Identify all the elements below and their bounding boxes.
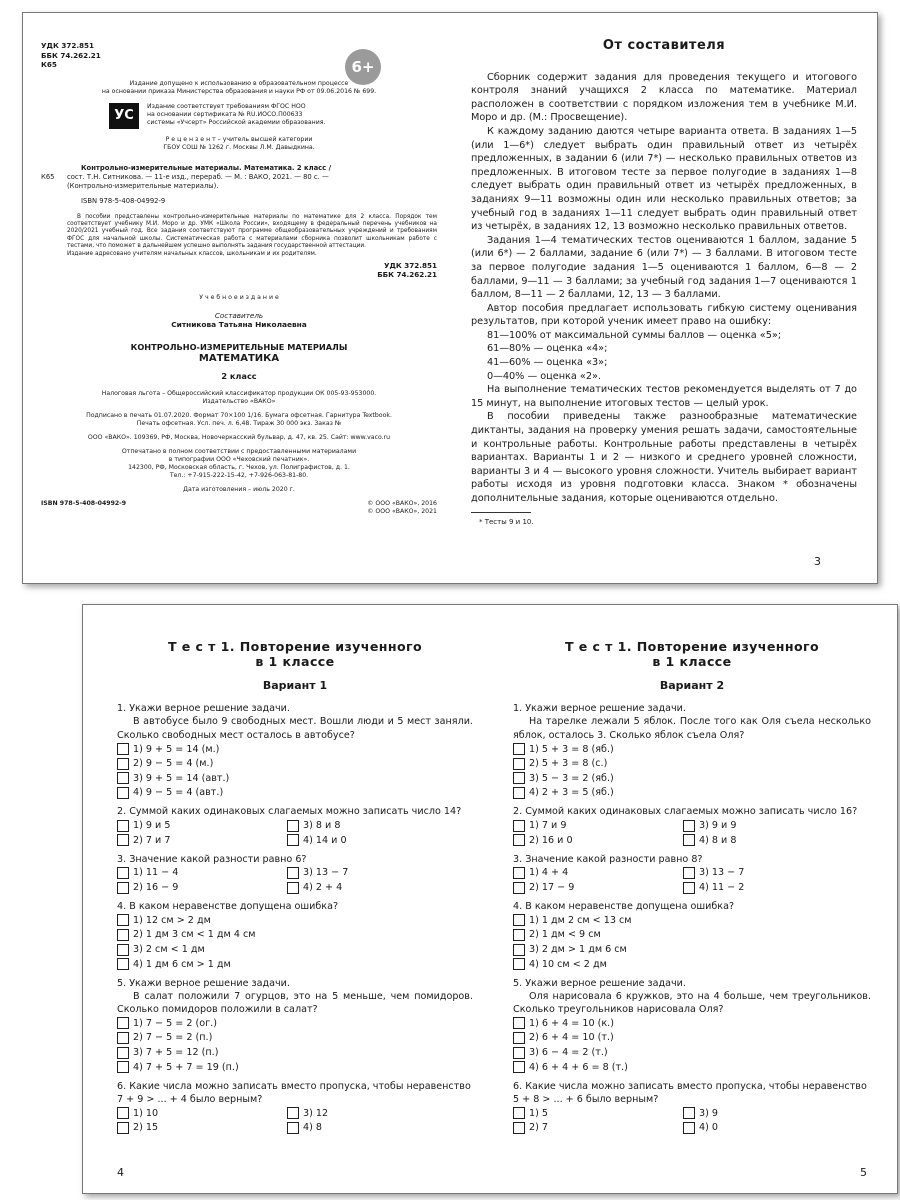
answer-option[interactable]: 1) 7 и 9	[513, 818, 683, 833]
checkbox[interactable]	[117, 882, 129, 894]
compiler-name: Ситникова Татьяна Николаевна	[171, 319, 307, 329]
checkbox[interactable]	[117, 1061, 129, 1073]
preface-paragraph: В пособии приведены также разнообразные математические диктанты, задания на проверку умения решать задачи, самостоятельные и контрольные работы. Контрольные работы представлены в четырёх вариантах. Варианты 1 и 2 — низкого и среднего уровней сложности, варианты 3 и 4 — высокого уровня сложности. Учитель выбирает вариант работы исходя из уровня подготовки класса. Знаком * обозначены дополнительные задания, которые оцениваются отдельно.	[471, 411, 857, 504]
checkbox[interactable]	[117, 958, 129, 970]
test-subtitle: в 1 классе	[652, 654, 732, 669]
preface-paragraph: Сборник содержит задания для проведения текущего и итогового контроля знаний учащихся 2 класса по математике. Материал расположен в соответствии с порядком изложения тем в учебнике М.И. Моро и др. (М.: Просвещение).	[471, 71, 857, 124]
answer-option[interactable]: 3) 9 и 9	[683, 818, 853, 833]
checkbox[interactable]	[513, 914, 525, 926]
checkbox[interactable]	[117, 1107, 129, 1119]
checkbox[interactable]	[117, 820, 129, 832]
checkbox[interactable]	[117, 867, 129, 879]
book-title-line1: КОНТРОЛЬНО-ИЗМЕРИТЕЛЬНЫЕ МАТЕРИАЛЫ	[130, 341, 348, 352]
preface-title: От составителя	[602, 38, 726, 53]
preface-paragraph: На выполнение тематических тестов рекомендуется выделять от 7 до 15 минут, на выполнение итоговых тестов — целый урок.	[471, 384, 857, 409]
page-5-test-variant-2	[491, 605, 899, 1193]
test-title: Т е с т 1. Повторение изученного	[564, 639, 820, 654]
checkbox[interactable]	[513, 820, 525, 832]
answer-option[interactable]: 4) 14 и 0	[287, 833, 457, 848]
answer-option[interactable]: 3) 2 см < 1 дм	[117, 942, 473, 957]
answer-option[interactable]: 1) 5 + 3 = 8 (яб.)	[513, 742, 871, 757]
answer-option[interactable]: 4) 2 + 4	[287, 880, 457, 895]
answer-option[interactable]: 3) 9 + 5 = 14 (авт.)	[117, 771, 473, 786]
page-4-test-variant-1	[83, 605, 491, 1193]
isbn-copyright-row	[41, 500, 437, 516]
grade-scale-item: 0—40% — оценка «2».	[487, 370, 602, 382]
checkbox[interactable]	[683, 834, 695, 846]
top-spread	[22, 12, 878, 584]
answer-option[interactable]: 1) 9 и 5	[117, 818, 287, 833]
bbk-repeat: ББК 74.262.21	[377, 270, 437, 280]
bibliographic-record: К65 Контрольно-измерительные материалы. Математика. 2 класс / сост. Т.Н. Ситникова. — 11-е изд., перераб. — М. : ВАКО, 2021. — 80 с. — (Контрольно-измерительные материалы). ISBN 978-5-408-04992-9	[41, 164, 437, 206]
checkbox[interactable]	[117, 914, 129, 926]
isbn: ISBN 978-5-408-04992-9	[81, 196, 166, 205]
copyright: © ООО «ВАКО», 2016 © ООО «ВАКО», 2021	[367, 499, 437, 515]
answer-option[interactable]: 3) 12	[287, 1106, 457, 1121]
answer-option[interactable]: 2) 7 − 5 = 2 (п.)	[117, 1031, 473, 1046]
edition-type: У ч е б н о е и з д а н и е	[199, 293, 279, 301]
checkbox[interactable]	[513, 944, 525, 956]
checkbox[interactable]	[287, 1107, 299, 1119]
answer-option[interactable]: 2) 6 + 4 = 10 (т.)	[513, 1031, 871, 1046]
checkbox[interactable]	[117, 1122, 129, 1134]
answer-option[interactable]: 4) 1 дм 6 см > 1 дм	[117, 957, 473, 972]
question-2	[513, 805, 871, 847]
answer-option[interactable]: 4) 6 + 4 + 6 = 8 (т.)	[513, 1060, 871, 1075]
checkbox[interactable]	[513, 1061, 525, 1073]
udk-code: УДК 372.851	[41, 41, 95, 50]
answer-option[interactable]: 4) 8 и 8	[683, 833, 853, 848]
answer-option[interactable]: 1) 10	[117, 1106, 287, 1121]
checkbox[interactable]	[513, 1107, 525, 1119]
manufacture-date: Дата изготовления – июль 2020 г.	[183, 485, 295, 493]
answer-option[interactable]: 2) 1 дм < 9 см	[513, 928, 871, 943]
question-text: В салат положили 7 огурцов, это на 5 меньше, чем помидоров. Сколько помидоров положили в салат?	[117, 990, 473, 1015]
checkbox[interactable]	[513, 867, 525, 879]
answer-option[interactable]: 4) 9 − 5 = 4 (авт.)	[117, 786, 473, 801]
answer-option[interactable]: 4) 2 + 3 = 5 (яб.)	[513, 786, 871, 801]
question-3	[513, 853, 871, 895]
answer-option[interactable]: 2) 17 − 9	[513, 880, 683, 895]
answer-option[interactable]: 2) 7 и 7	[117, 833, 287, 848]
checkbox[interactable]	[513, 1122, 525, 1134]
question-heading: 6. Какие числа можно записать вместо пропуска, чтобы неравенство 5 + 8 > ... + 6 было верным?	[513, 1080, 867, 1105]
question-6	[513, 1080, 871, 1136]
grade-scale-item: 61—80% — оценка «4»;	[487, 343, 608, 355]
checkbox[interactable]	[287, 882, 299, 894]
audience: Издание адресовано учителям начальных классов, школьникам и их родителям.	[67, 250, 317, 257]
answer-option[interactable]: 1) 1 дм 2 см < 13 см	[513, 913, 871, 928]
checkbox[interactable]	[683, 820, 695, 832]
answer-option[interactable]: 4) 0	[683, 1121, 853, 1136]
checkbox[interactable]	[287, 1122, 299, 1134]
question-heading: 2. Суммой каких одинаковых слагаемых можно записать число 14?	[117, 806, 462, 818]
answer-option[interactable]: 4) 10 см < 2 дм	[513, 957, 871, 972]
question-heading: 1. Укажи верное решение задачи.	[513, 703, 686, 715]
print-info: Подписано в печать 01.07.2020. Формат 70×100 1/16. Бумага офсетная. Гарнитура Textbook. Печать офсетная. Усл. печ. л. 6,48. Тираж 30 000 экз. Заказ №	[86, 411, 392, 427]
test-subtitle: в 1 классе	[255, 654, 335, 669]
checkbox[interactable]	[117, 1047, 129, 1059]
question-5	[117, 977, 473, 1075]
question-heading: 5. Укажи верное решение задачи.	[117, 977, 290, 989]
test-title: Т е с т 1. Повторение изученного	[167, 639, 423, 654]
tax-info: Налоговая льгота – Общероссийский классификатор продукции ОК 005-93-953000. Издательство «ВАКО»	[101, 389, 377, 405]
answer-option[interactable]: 1) 5	[513, 1106, 683, 1121]
answer-option[interactable]: 4) 7 + 5 + 7 = 19 (п.)	[117, 1060, 473, 1075]
answer-option[interactable]: 1) 4 + 4	[513, 866, 683, 881]
question-text: В автобусе было 9 свободных мест. Вошли люди и 5 мест заняли. Сколько свободных мест осталось в автобусе?	[117, 716, 473, 741]
uchsert-logo: УС	[109, 103, 139, 129]
answer-option[interactable]: 3) 13 − 7	[683, 866, 853, 881]
checkbox[interactable]	[683, 1122, 695, 1134]
checkbox[interactable]	[117, 772, 129, 784]
answer-option[interactable]: 2) 16 и 0	[513, 833, 683, 848]
checkbox[interactable]	[513, 772, 525, 784]
answer-option[interactable]: 2) 7	[513, 1121, 683, 1136]
answer-option[interactable]: 1) 7 − 5 = 2 (ог.)	[117, 1016, 473, 1031]
checkbox[interactable]	[287, 820, 299, 832]
answer-option[interactable]: 3) 2 дм > 1 дм 6 см	[513, 942, 871, 957]
checkbox[interactable]	[513, 1047, 525, 1059]
publisher-address: ООО «ВАКО». 109369, РФ, Москва, Новочеркасский бульвар, д. 47, кв. 25. Сайт: www.vaco.ru	[87, 433, 391, 441]
answer-option[interactable]: 4) 11 − 2	[683, 880, 853, 895]
checkbox[interactable]	[117, 1032, 129, 1044]
question-heading: 4. В каком неравенстве допущена ошибка?	[513, 900, 735, 912]
footnote-divider	[471, 512, 531, 513]
checkbox[interactable]	[683, 1107, 695, 1119]
grade-scale-item: 81—100% от максимальной суммы баллов — оценка «5»;	[487, 329, 782, 341]
checkbox[interactable]	[117, 1017, 129, 1029]
page-3-preface	[451, 13, 879, 583]
question-heading: 6. Какие числа можно записать вместо пропуска, чтобы неравенство 7 + 9 > ... + 4 было верным?	[117, 1080, 471, 1105]
checkbox[interactable]	[683, 882, 695, 894]
age-rating-badge: 6+	[345, 49, 381, 85]
question-4	[117, 900, 473, 972]
question-6	[117, 1080, 473, 1136]
bbk-code: ББК 74.262.21	[41, 50, 101, 60]
question-4	[513, 900, 871, 972]
checkbox[interactable]	[117, 787, 129, 799]
checkbox[interactable]	[287, 834, 299, 846]
preface-paragraph: К каждому заданию даются четыре варианта ответа. В заданиях 1—5 (или 1—6*) следует выбрать один правильный ответ из четырёх предложенных, в задании 6 (или 7*) — несколько правильных ответов из предложенных. В итоговом тесте за первое полугодие в заданиях 1—8 следует выбрать один правильный ответ из четырёх предложенных, в заданиях 9—11 возможны один или несколько правильных ответов; за учебный год в заданиях 1—11 следует выбрать один правильный ответ из четырёх, в заданиях 12, 13 возможно несколько правильных ответов.	[471, 125, 857, 233]
checkbox[interactable]	[117, 944, 129, 956]
question-text: Оля нарисовала 6 кружков, это на 4 больше, чем треугольников. Сколько треугольников нарисовала Оля?	[513, 990, 871, 1015]
checkbox[interactable]	[287, 867, 299, 879]
checkbox[interactable]	[117, 929, 129, 941]
question-text: На тарелке лежали 5 яблок. После того как Оля съела несколько яблок, осталось 3. Сколько яблок съела Оля?	[513, 716, 871, 741]
answer-option[interactable]: 2) 1 дм 3 см < 1 дм 4 см	[117, 928, 473, 943]
approval-text: Издание допущено к использованию в образовательном процессе на основании приказа Министерства образования и науки РФ от 09.06.2016 № 699.	[101, 79, 377, 95]
question-2	[117, 805, 473, 847]
checkbox[interactable]	[513, 958, 525, 970]
question-1	[513, 702, 871, 800]
checkbox[interactable]	[513, 787, 525, 799]
answer-option[interactable]: 3) 8 и 8	[287, 818, 457, 833]
preface-paragraph: Задания 1—4 тематических тестов оцениваются 1 баллом, задание 5 (или 6*) — 2 баллами, задание 6 (или 7*) — 3 баллами. В итоговом тесте за первое полугодие задания 1—5 оцениваются 1 баллом, 6—8 — 2 баллами, 9—11 — 3 баллами; за учебный год задания 1—7 оцениваются 1 баллом, 8—11 — 2 баллами, 12, 13 — 3 баллами.	[471, 234, 857, 301]
udk-repeat: УДК 372.851	[383, 260, 437, 270]
book-title-line2: МАТЕМАТИКА	[198, 352, 280, 364]
answer-option[interactable]: 2) 16 − 9	[117, 880, 287, 895]
question-heading: 5. Укажи верное решение задачи.	[513, 977, 686, 989]
answer-option[interactable]: 2) 5 + 3 = 8 (с.)	[513, 756, 871, 771]
footnote: * Тесты 9 и 10.	[479, 517, 534, 526]
certification-block: УС Издание соответствует требованиям ФГОС НОО на основании сертификата № RU.ИОСО.П00633 системы «Учсерт» Российской академии образования.	[109, 103, 437, 129]
checkbox[interactable]	[513, 882, 525, 894]
answer-option[interactable]: 2) 15	[117, 1121, 287, 1136]
question-1	[117, 702, 473, 800]
compiler-label: Составитель	[214, 310, 264, 320]
page-number: 4	[117, 1165, 124, 1179]
question-heading: 4. В каком неравенстве допущена ошибка?	[117, 900, 339, 912]
answer-option[interactable]: 1) 9 + 5 = 14 (м.)	[117, 742, 473, 757]
checkbox[interactable]	[513, 1032, 525, 1044]
checkbox[interactable]	[513, 929, 525, 941]
answer-option[interactable]: 3) 13 − 7	[287, 866, 457, 881]
page-number: 5	[860, 1165, 867, 1179]
answer-option[interactable]: 3) 5 − 3 = 2 (яб.)	[513, 771, 871, 786]
preface-paragraph: Автор пособия предлагает использовать гибкую систему оценивания результатов, при которой ученик имеет право на ошибку:	[471, 302, 857, 328]
question-5	[513, 977, 871, 1075]
bottom-spread	[82, 604, 898, 1194]
question-3	[117, 853, 473, 895]
isbn-bottom: ISBN 978-5-408-04992-9	[41, 499, 127, 507]
reviewer-text: Р е ц е н з е н т – учитель высшей категории ГБОУ СОШ № 1262 г. Москвы Л.М. Давыдкина.	[163, 135, 315, 151]
answer-option[interactable]: 4) 8	[287, 1121, 457, 1136]
question-heading: 1. Укажи верное решение задачи.	[117, 703, 290, 715]
answer-option[interactable]: 2) 9 − 5 = 4 (м.)	[117, 756, 473, 771]
annotation: В пособии представлены контрольно-измерительные материалы по математике для 2 класса. Порядок тем соответствует учебнику М.И. Моро и др. УМК «Школа России», входящему в федеральный перечень учебников на 2020/2021 учебный год. Все задания соответствуют программе общеобразовательных учреждений и требованиям ФГОС для начальной школы. Систематическая работа с материалами сборника позволит школьникам работе с тестами, что поможет в дальнейшем успешно выполнять задания государственной аттестации.	[67, 213, 437, 250]
checkbox[interactable]	[117, 743, 129, 755]
checkbox[interactable]	[117, 834, 129, 846]
checkbox[interactable]	[513, 1017, 525, 1029]
question-heading: 2. Суммой каких одинаковых слагаемых можно записать число 16?	[513, 806, 858, 818]
answer-option[interactable]: 1) 11 − 4	[117, 866, 287, 881]
checkbox[interactable]	[513, 743, 525, 755]
checkbox[interactable]	[513, 758, 525, 770]
answer-option[interactable]: 1) 12 см > 2 дм	[117, 913, 473, 928]
variant-title: Вариант 2	[659, 679, 725, 692]
checkbox[interactable]	[513, 834, 525, 846]
answer-option[interactable]: 3) 9	[683, 1106, 853, 1121]
page-number: 3	[814, 555, 821, 569]
grade-label: 2 класс	[221, 370, 257, 381]
question-heading: 3. Значение какой разности равно 6?	[117, 853, 307, 865]
answer-option[interactable]: 3) 6 − 4 = 2 (т.)	[513, 1045, 871, 1060]
grade-scale-item: 41—60% — оценка «3»;	[487, 357, 608, 369]
variant-title: Вариант 1	[262, 679, 328, 692]
answer-option[interactable]: 1) 6 + 4 = 10 (к.)	[513, 1016, 871, 1031]
printer-info: Отпечатано в полном соответствии с предоставленными материалами в типографии ООО «Чеховский печатник». 142300, РФ, Московская область, г. Чехов, ул. Полиграфистов, д. 1. Тел.: +7-915-222-15-42, +7-926-063-81-80.	[121, 447, 357, 479]
author-code: К65	[41, 60, 57, 69]
answer-option[interactable]: 3) 7 + 5 = 12 (п.)	[117, 1045, 473, 1060]
checkbox[interactable]	[117, 758, 129, 770]
question-heading: 3. Значение какой разности равно 8?	[513, 853, 703, 865]
page-2-imprint	[23, 13, 451, 583]
checkbox[interactable]	[683, 867, 695, 879]
